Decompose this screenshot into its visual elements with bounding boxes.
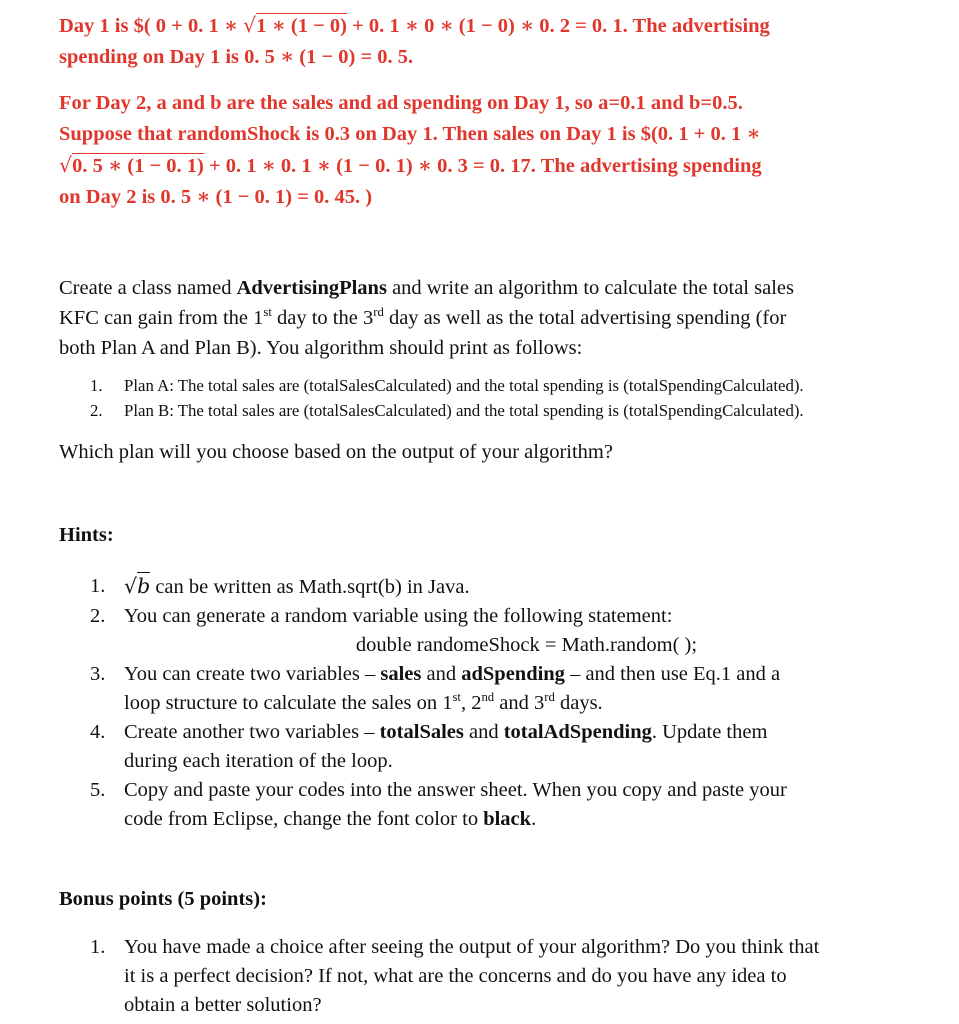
day1-line2: spending on Day 1 is 0. 5 ∗ (1 − 0) = 0. 5. [59, 46, 414, 68]
code-line: double randomeShock = Math.random( ); [355, 634, 698, 656]
hint-item: 3. You can create two variables – sales and adSpending – and then use Eq.1 and a loop structure to calculate the sales on 1st, 2nd and 3rd days. [90, 663, 781, 714]
question: Which plan will you choose based on the output of your algorithm? [59, 441, 613, 463]
sqrt-symbol: √ [243, 13, 257, 37]
hint-item: 4. Create another two variables – totalSales and totalAdSpending. Update them during each iteration of the loop. [90, 721, 768, 772]
sqrt-symbol: √ [124, 574, 138, 598]
day2-line2: Suppose that randomShock is 0.3 on Day 1. Then sales on Day 1 is $(0. 1 + 0. 1 ∗ [59, 123, 761, 145]
day1-explanation [59, 10, 919, 73]
list-item: 1. Plan A: The total sales are (totalSalesCalculated) and the total spending is (totalSpendingCalculated). [90, 376, 804, 395]
day1-line1: Day 1 is $( 0 + 0. 1 ∗ √1 ∗ (1 − 0) + 0. 1 ∗ 0 ∗ (1 − 0) ∗ 0. 2 = 0. 1. The advertising [59, 13, 770, 37]
hint-item: 5. Copy and paste your codes into the answer sheet. When you copy and paste your code from Eclipse, change the font color to black. [90, 779, 787, 830]
task-paragraph: Create a class named AdvertisingPlans and write an algorithm to calculate the total sales KFC can gain from the 1st day to the 3rd day as well as the total advertising spending (for both Plan A and Plan B). You algorithm should print as follows: [59, 277, 794, 359]
output-format-list [90, 373, 804, 423]
hints-heading: Hints: [59, 524, 114, 546]
bonus-heading: Bonus points (5 points): [59, 888, 267, 910]
hints-list [90, 572, 899, 834]
day2-explanation [59, 88, 919, 213]
sqrt-symbol: √ [59, 153, 73, 177]
class-name: AdvertisingPlans [236, 277, 387, 299]
bonus-item: 1. You have made a choice after seeing the output of your algorithm? Do you think that it is a perfect decision? If not, what are the concerns and do you have any idea to obtain a better solution? [90, 936, 820, 1016]
hint-item: 2. You can generate a random variable using the following statement: double randomeShock = Math.random( ); [90, 602, 899, 660]
bonus-list [90, 933, 899, 1020]
list-item: 2. Plan B: The total sales are (totalSalesCalculated) and the total spending is (totalSpendingCalculated). [90, 401, 804, 420]
day2-line3: √0. 5 ∗ (1 − 0. 1) + 0. 1 ∗ 0. 1 ∗ (1 − 0. 1) ∗ 0. 3 = 0. 17. The advertising spending [59, 153, 762, 177]
day2-line4: on Day 2 is 0. 5 ∗ (1 − 0. 1) = 0. 45. ) [59, 186, 373, 208]
day2-line1: For Day 2, a and b are the sales and ad spending on Day 1, so a=0.1 and b=0.5. [59, 92, 743, 114]
hint-item: 1. √b can be written as Math.sqrt(b) in Java. [90, 574, 470, 598]
